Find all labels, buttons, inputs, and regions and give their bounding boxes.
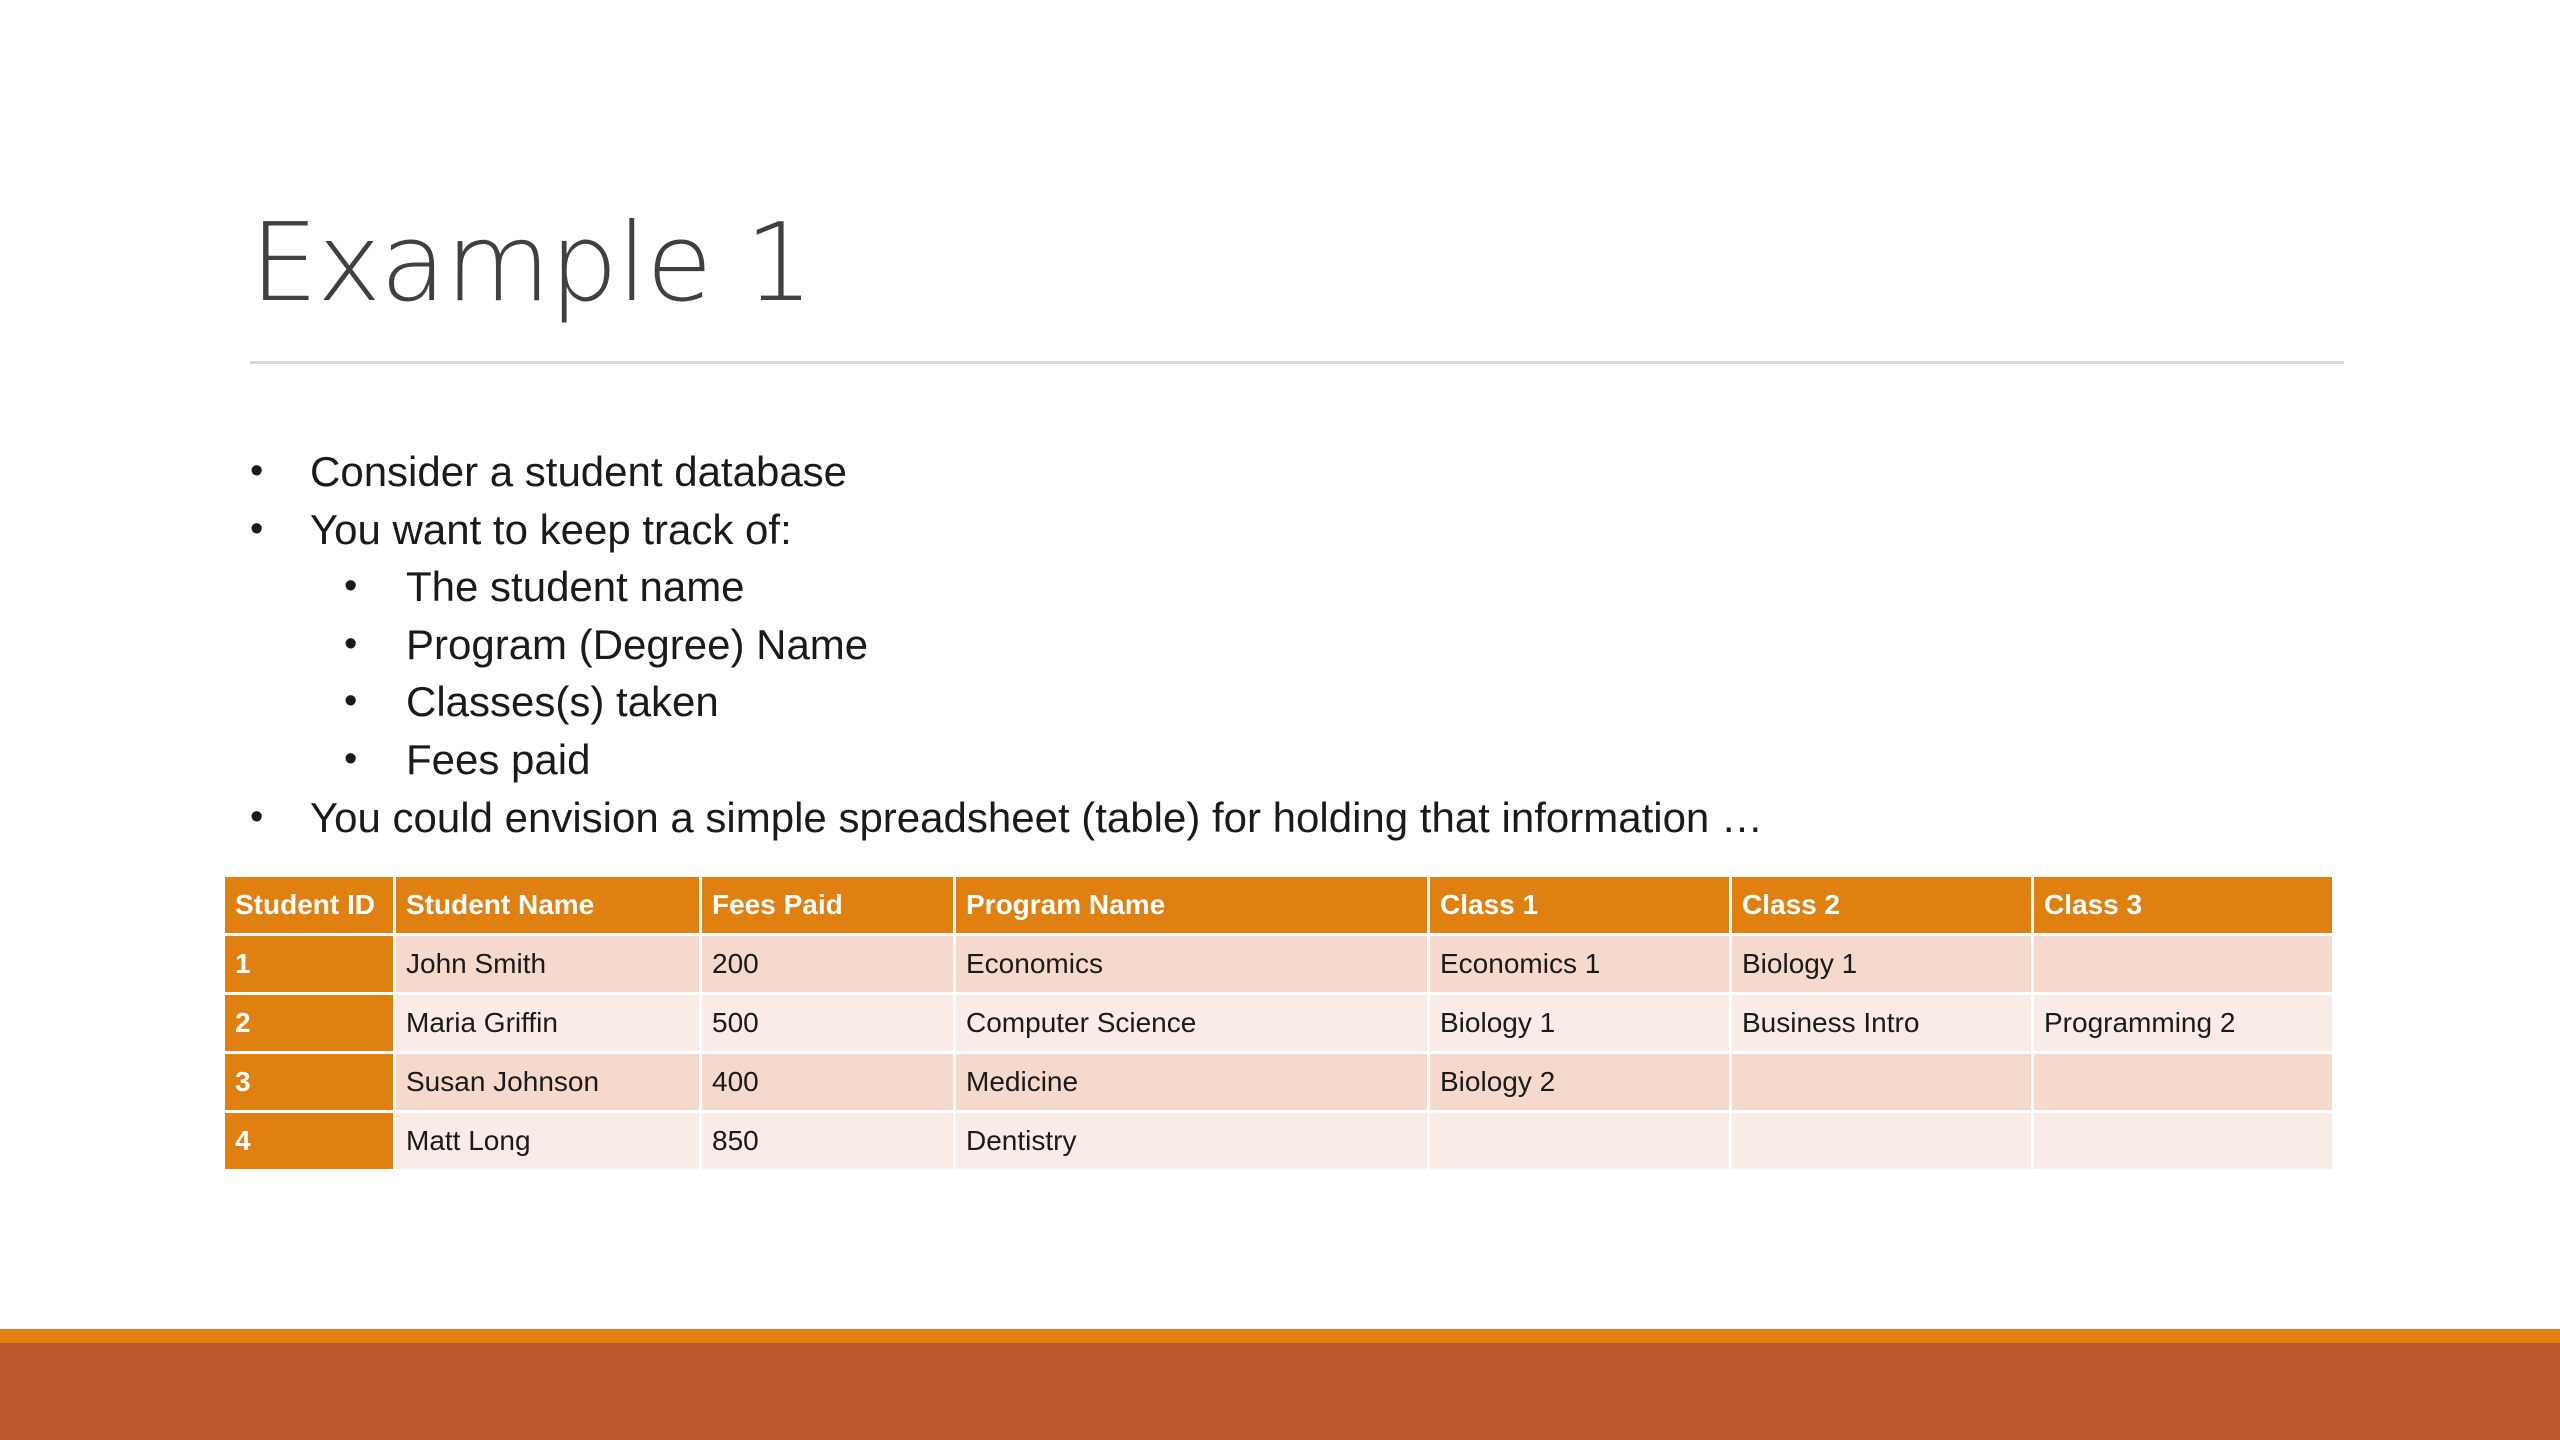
- title-divider: [250, 361, 2344, 364]
- cell-class-3: [2033, 1112, 2334, 1171]
- cell-class-1: Economics 1: [1429, 935, 1731, 994]
- table-row: [224, 1053, 2334, 1112]
- bullet-item: [250, 443, 2350, 501]
- header-class-3: Class 3: [2033, 876, 2334, 935]
- cell-class-2: Biology 1: [1731, 935, 2033, 994]
- bullet-dot-icon: •: [250, 450, 264, 492]
- bullet-dot-icon: •: [250, 507, 264, 550]
- cell-student-name: Matt Long: [395, 1112, 701, 1171]
- bullet-text: Program (Degree) Name: [406, 620, 869, 668]
- student-table: [222, 874, 2335, 1172]
- sub-bullet-item: [250, 731, 2350, 789]
- table-row: [224, 935, 2334, 994]
- table-header-row: [224, 876, 2334, 935]
- bullet-text: You could envision a simple spreadsheet (table) for holding that information …: [310, 793, 1763, 841]
- cell-fees-paid: 200: [701, 935, 955, 994]
- cell-class-1: [1429, 1112, 1731, 1171]
- bullet-dot-icon: •: [344, 737, 358, 780]
- bullet-list: [250, 443, 2350, 846]
- bullet-text: You want to keep track of:: [310, 505, 792, 553]
- sub-bullet-item: [250, 558, 2350, 616]
- cell-class-2: [1731, 1053, 2033, 1112]
- cell-class-3: Programming 2: [2033, 994, 2334, 1053]
- cell-class-2: [1731, 1112, 2033, 1171]
- bullet-text: The student name: [406, 563, 745, 611]
- cell-class-1: Biology 2: [1429, 1053, 1731, 1112]
- cell-program-name: Economics: [955, 935, 1429, 994]
- cell-fees-paid: 850: [701, 1112, 955, 1171]
- table-row: [224, 994, 2334, 1053]
- bullet-dot-icon: •: [250, 795, 264, 838]
- header-fees-paid: Fees Paid: [701, 876, 955, 935]
- table-row: [224, 1112, 2334, 1171]
- bullet-text: Classes(s) taken: [406, 678, 719, 726]
- cell-student-name: Susan Johnson: [395, 1053, 701, 1112]
- cell-class-3: [2033, 1053, 2334, 1112]
- cell-student-id: 2: [224, 994, 395, 1053]
- cell-program-name: Computer Science: [955, 994, 1429, 1053]
- cell-class-3: [2033, 935, 2334, 994]
- cell-program-name: Dentistry: [955, 1112, 1429, 1171]
- cell-student-id: 4: [224, 1112, 395, 1171]
- bullet-item: [250, 501, 2350, 559]
- cell-fees-paid: 500: [701, 994, 955, 1053]
- cell-student-id: 3: [224, 1053, 395, 1112]
- sub-bullet-item: [250, 673, 2350, 731]
- footer-bar: [0, 1343, 2560, 1440]
- bullet-dot-icon: •: [344, 622, 358, 665]
- cell-program-name: Medicine: [955, 1053, 1429, 1112]
- bullet-dot-icon: •: [344, 680, 358, 723]
- cell-student-name: John Smith: [395, 935, 701, 994]
- slide-title: Example 1: [250, 201, 813, 326]
- header-program-name: Program Name: [955, 876, 1429, 935]
- sub-bullet-item: [250, 616, 2350, 674]
- header-student-id: Student ID: [224, 876, 395, 935]
- cell-student-id: 1: [224, 935, 395, 994]
- cell-fees-paid: 400: [701, 1053, 955, 1112]
- cell-class-2: Business Intro: [1731, 994, 2033, 1053]
- header-class-2: Class 2: [1731, 876, 2033, 935]
- bullet-item: [250, 789, 2350, 847]
- bullet-dot-icon: •: [344, 565, 358, 608]
- bullet-text: Consider a student database: [310, 448, 848, 495]
- cell-class-1: Biology 1: [1429, 994, 1731, 1053]
- bullet-text: Fees paid: [406, 735, 591, 783]
- footer-accent-stripe: [0, 1329, 2560, 1343]
- cell-student-name: Maria Griffin: [395, 994, 701, 1053]
- header-class-1: Class 1: [1429, 876, 1731, 935]
- header-student-name: Student Name: [395, 876, 701, 935]
